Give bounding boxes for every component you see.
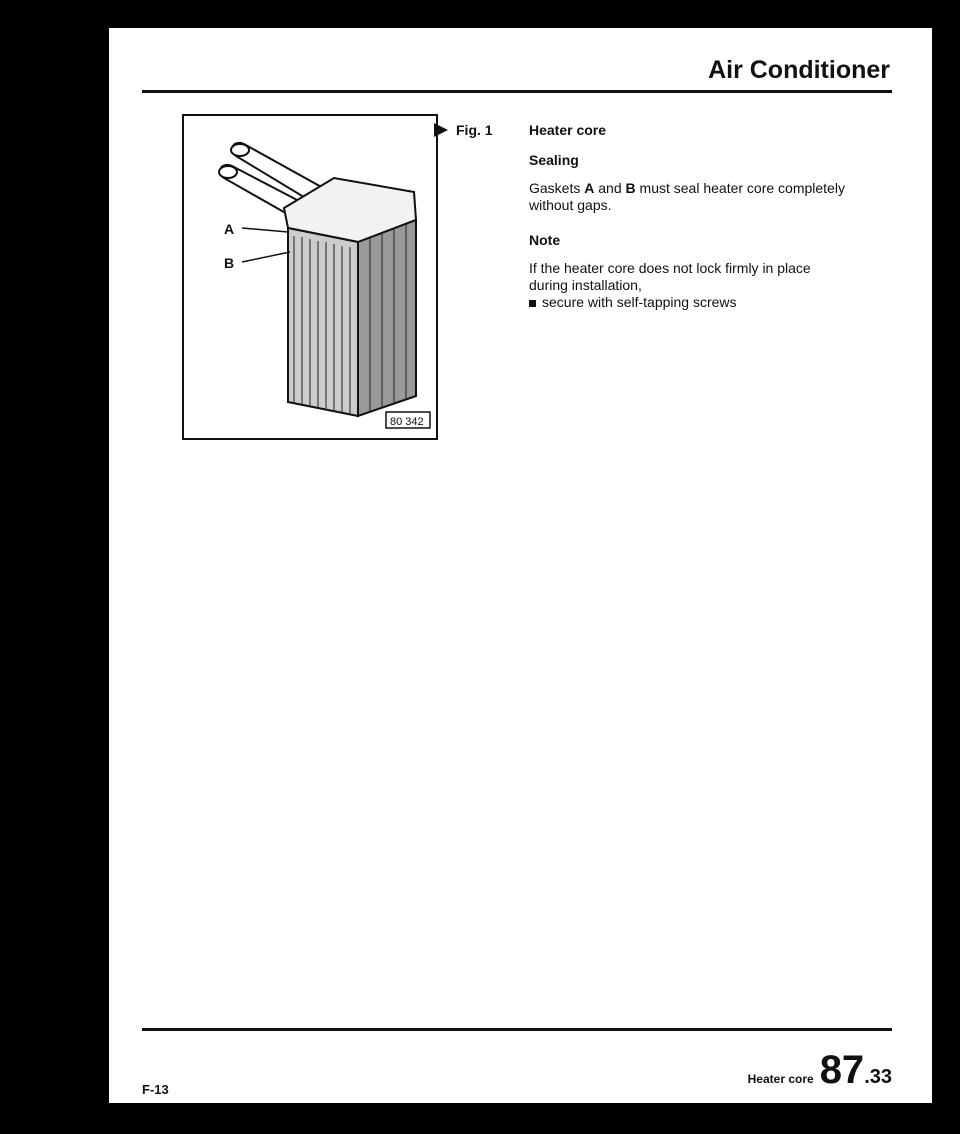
sealing-text: Gaskets A and B must seal heater core completely without gaps.	[529, 180, 845, 213]
note-heading: Note	[529, 232, 561, 248]
heater-core-figure	[182, 114, 438, 440]
manual-page	[109, 28, 932, 1103]
note-bullet: secure with self-tapping screws	[529, 294, 932, 311]
footer-number-small: .33	[864, 1066, 892, 1088]
header-rule	[142, 90, 892, 93]
note-line-1: If the heater core does not lock firmly in place	[529, 260, 811, 276]
footer-rule	[142, 1028, 892, 1031]
footer-caption: Heater core	[747, 1072, 814, 1086]
footer-page-code: F-13	[142, 1082, 169, 1097]
gasket-b-label: B	[224, 255, 235, 271]
gasket-a-label: A	[224, 221, 235, 237]
arrow-right-icon	[434, 123, 448, 137]
figure-code: 80 342	[390, 416, 424, 428]
gasket-b-ref: B	[625, 180, 636, 196]
figure-reference	[434, 122, 493, 138]
heater-core-illustration	[184, 116, 436, 438]
section-title: Heater core	[529, 122, 607, 138]
gasket-a-ref: A	[584, 180, 595, 196]
note-text	[529, 260, 932, 311]
footer-number-big: 87	[819, 1048, 865, 1092]
footer-section-number	[748, 1048, 892, 1093]
page-header-title: Air Conditioner	[708, 56, 890, 84]
bullet-icon	[529, 300, 536, 307]
note-line-2: during installation,	[529, 277, 642, 293]
figure-reference-text: Fig. 1	[456, 122, 493, 138]
sealing-heading: Sealing	[529, 152, 579, 168]
